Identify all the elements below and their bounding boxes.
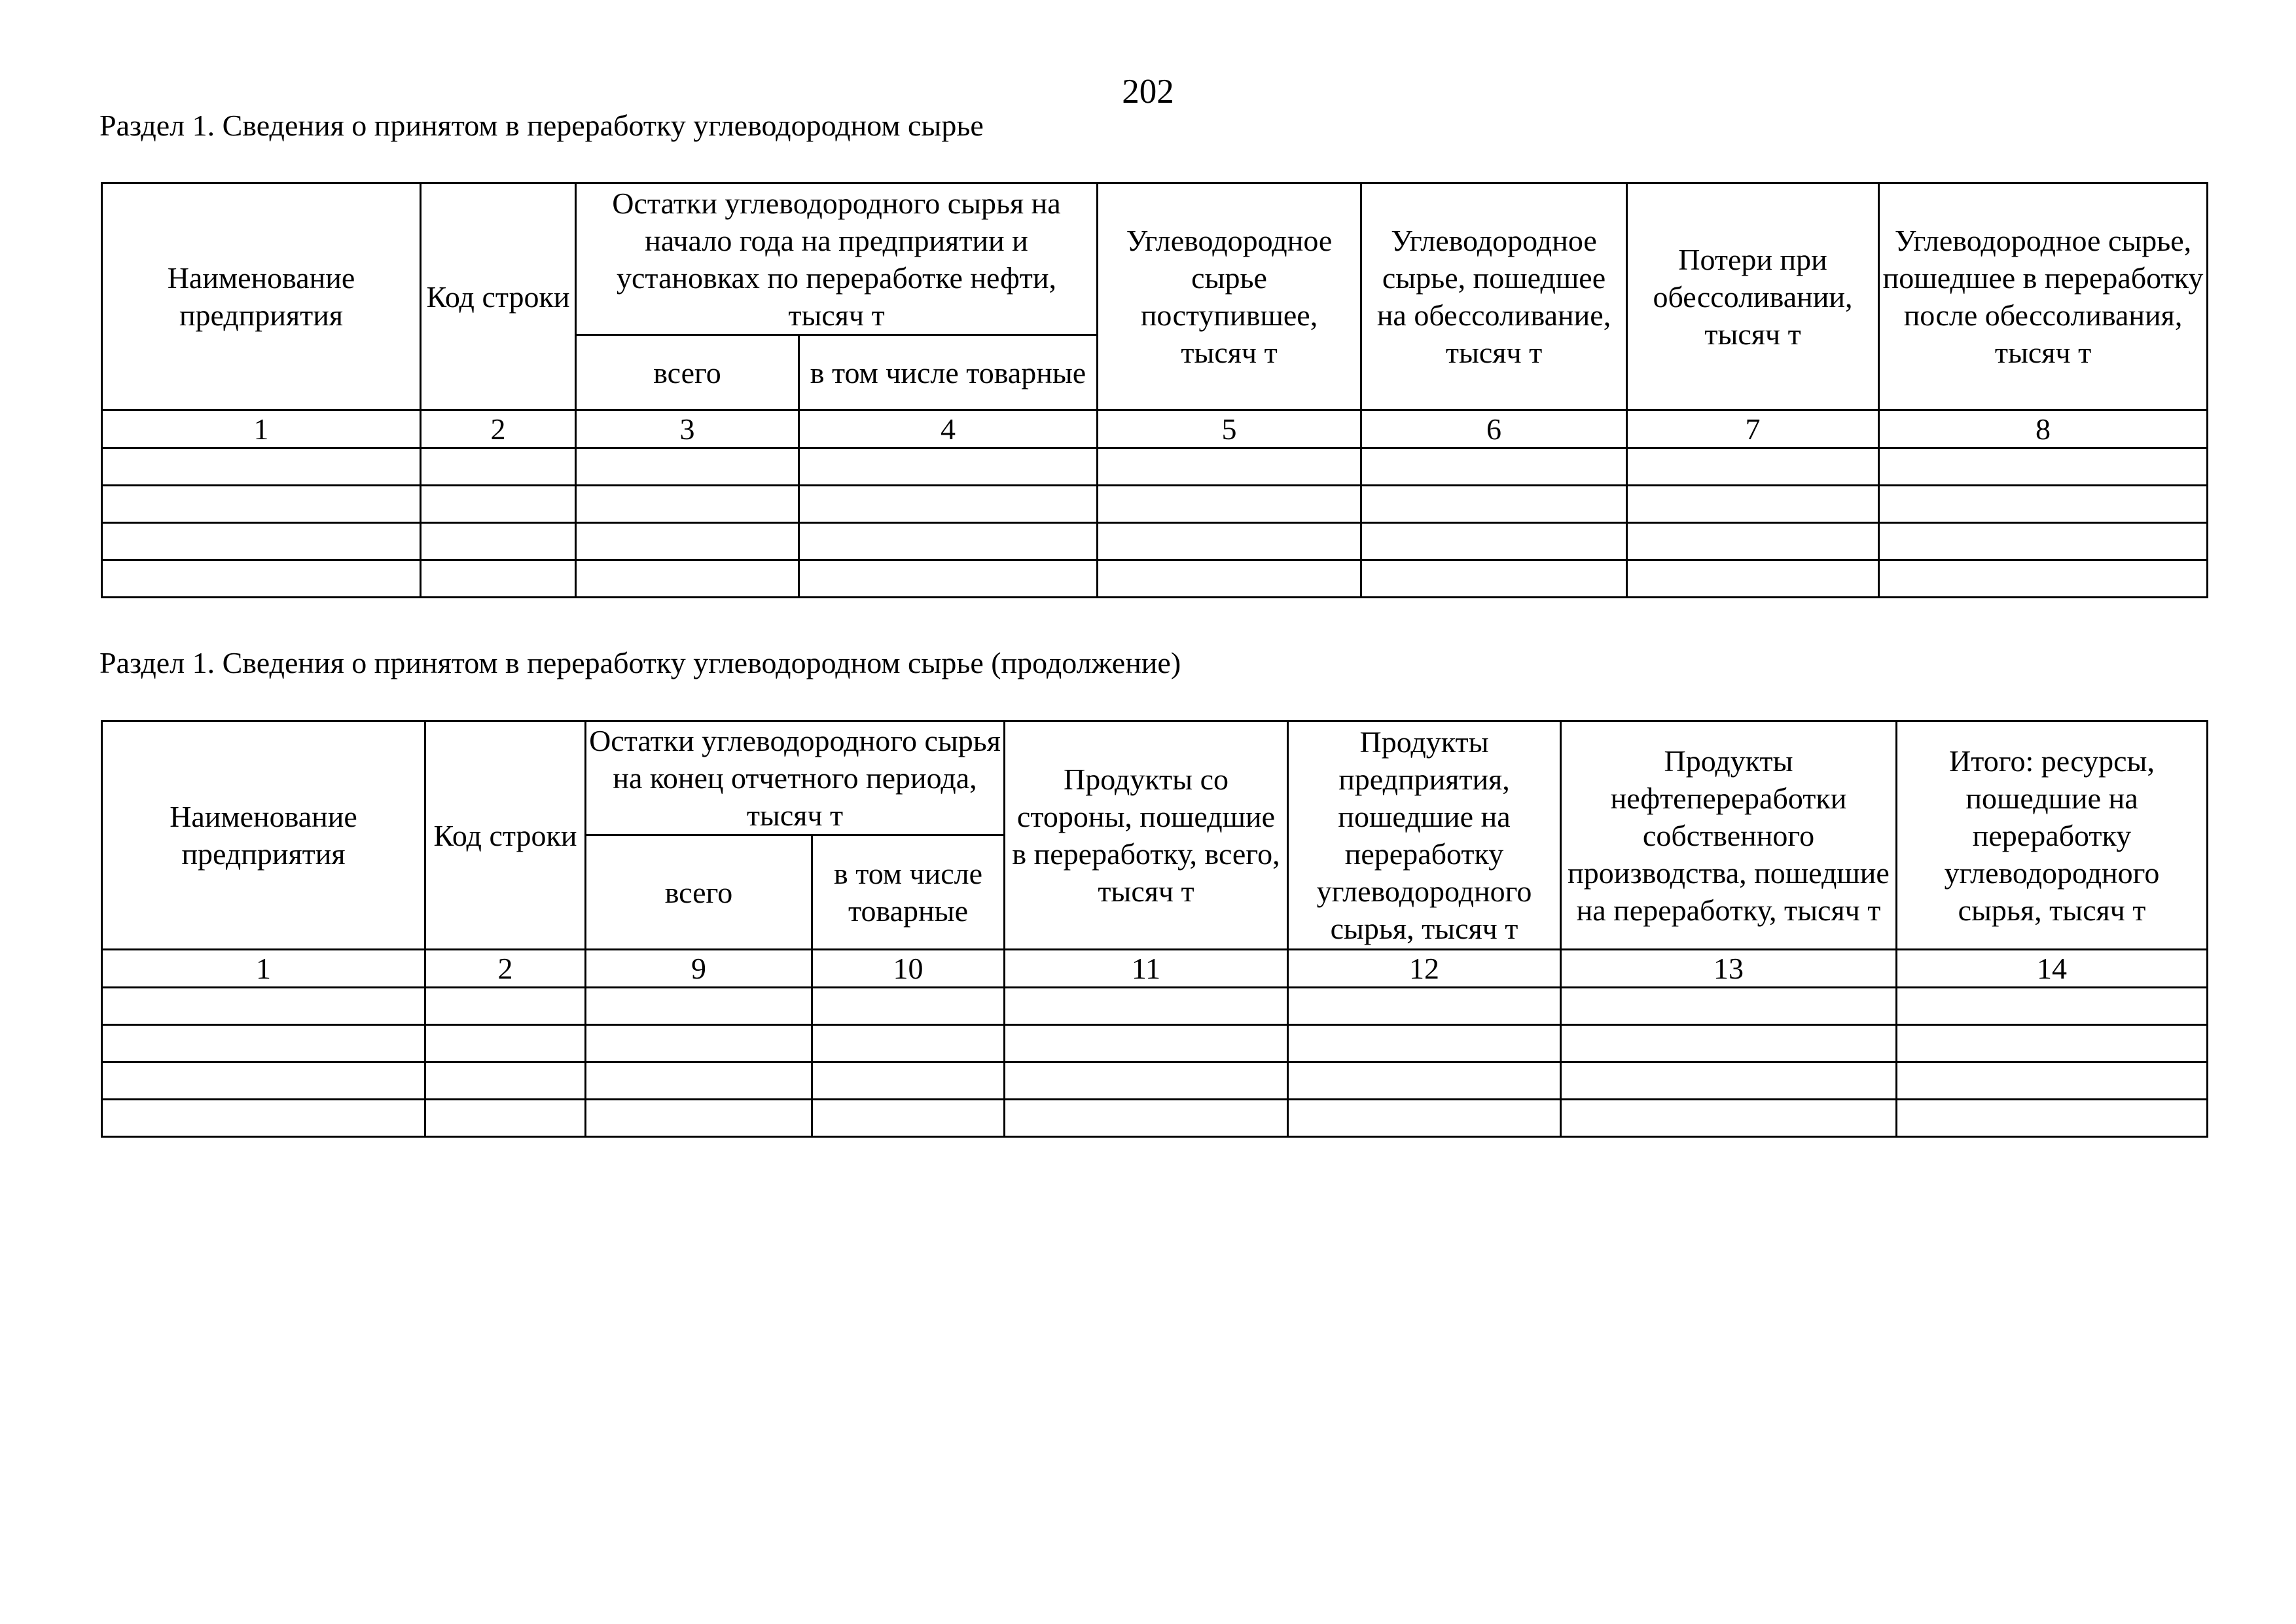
table-cell[interactable] [1561, 1062, 1897, 1100]
column-number: 12 [1288, 950, 1561, 988]
table-cell[interactable] [1005, 988, 1288, 1025]
table-cell[interactable] [1098, 486, 1361, 523]
column-number: 1 [102, 950, 425, 988]
table-cell[interactable] [1005, 1025, 1288, 1062]
table-row [102, 523, 2208, 560]
column-number-row [102, 410, 2208, 448]
table-cell[interactable] [1897, 988, 2208, 1025]
table-row [102, 1062, 2208, 1100]
column-number: 2 [425, 950, 586, 988]
header-closing-balance-group: Остатки углеводородного сырья на конец отчетного периода, тысяч т [586, 721, 1005, 835]
table-cell[interactable] [586, 1025, 812, 1062]
table-cell[interactable] [1361, 486, 1627, 523]
table-cell[interactable] [425, 1100, 586, 1137]
table-cell[interactable] [421, 448, 576, 486]
table-cell[interactable] [799, 523, 1098, 560]
column-number: 6 [1361, 410, 1627, 448]
header-enterprise-name: Наименование предприятия [102, 183, 421, 410]
table-row [102, 486, 2208, 523]
table-row [102, 448, 2208, 486]
column-number: 9 [586, 950, 812, 988]
table-cell[interactable] [1879, 448, 2208, 486]
section-1-continued-table [101, 720, 2208, 1138]
table-cell[interactable] [576, 448, 799, 486]
table-cell[interactable] [812, 988, 1005, 1025]
column-number: 8 [1879, 410, 2208, 448]
table-cell[interactable] [1288, 988, 1561, 1025]
header-row-code: Код строки [421, 183, 576, 410]
column-number: 2 [421, 410, 576, 448]
table-cell[interactable] [102, 448, 421, 486]
header-total-resources: Итого: ресурсы, пошедшие на переработку углеводородного сырья, тысяч т [1897, 721, 2208, 950]
page-number: 202 [1122, 73, 1174, 111]
header-total: всего [576, 335, 799, 410]
header-third-party-products: Продукты со стороны, пошедшие в переработку, всего, тысяч т [1005, 721, 1288, 950]
header-to-desalting: Углеводородное сырье, пошедшее на обессоливание, тысяч т [1361, 183, 1627, 410]
header-processed-after-desalting: Углеводородное сырье, пошедшее в переработку после обессоливания, тысяч т [1879, 183, 2208, 410]
table-cell[interactable] [1879, 486, 2208, 523]
table-cell[interactable] [102, 988, 425, 1025]
section-1-title: Раздел 1. Сведения о принятом в переработку углеводородном сырье [99, 109, 984, 142]
table-cell[interactable] [1897, 1025, 2208, 1062]
header-including-commodity: в том числе товарные [812, 835, 1005, 950]
table-cell[interactable] [576, 560, 799, 598]
column-number-row [102, 950, 2208, 988]
table-cell[interactable] [1627, 523, 1879, 560]
table-row [102, 1025, 2208, 1062]
header-total: всего [586, 835, 812, 950]
table-row [102, 988, 2208, 1025]
table-row [102, 1100, 2208, 1137]
table-cell[interactable] [576, 523, 799, 560]
table-cell[interactable] [1288, 1100, 1561, 1137]
table-cell[interactable] [421, 560, 576, 598]
table-cell[interactable] [421, 486, 576, 523]
table-cell[interactable] [1098, 523, 1361, 560]
table-cell[interactable] [1879, 560, 2208, 598]
table-cell[interactable] [586, 1100, 812, 1137]
table-cell[interactable] [1627, 560, 1879, 598]
table-cell[interactable] [576, 486, 799, 523]
table-cell[interactable] [1098, 560, 1361, 598]
table-cell[interactable] [102, 560, 421, 598]
table-cell[interactable] [102, 1100, 425, 1137]
column-number: 13 [1561, 950, 1897, 988]
table-cell[interactable] [425, 1025, 586, 1062]
table-cell[interactable] [1005, 1100, 1288, 1137]
column-number: 3 [576, 410, 799, 448]
table-cell[interactable] [799, 560, 1098, 598]
table-cell[interactable] [1361, 523, 1627, 560]
header-row-code: Код строки [425, 721, 586, 950]
column-number: 11 [1005, 950, 1288, 988]
table-cell[interactable] [1561, 1100, 1897, 1137]
table-cell[interactable] [1561, 1025, 1897, 1062]
table-cell[interactable] [102, 1025, 425, 1062]
table-cell[interactable] [586, 988, 812, 1025]
column-number: 4 [799, 410, 1098, 448]
table-cell[interactable] [1561, 988, 1897, 1025]
table-cell[interactable] [799, 448, 1098, 486]
column-number: 5 [1098, 410, 1361, 448]
table-cell[interactable] [812, 1025, 1005, 1062]
column-number: 10 [812, 950, 1005, 988]
header-enterprise-name: Наименование предприятия [102, 721, 425, 950]
table-cell[interactable] [1005, 1062, 1288, 1100]
table-cell[interactable] [425, 988, 586, 1025]
table-cell[interactable] [102, 486, 421, 523]
table-cell[interactable] [1897, 1062, 2208, 1100]
table-cell[interactable] [799, 486, 1098, 523]
header-received: Углеводородное сырье поступившее, тысяч т [1098, 183, 1361, 410]
table-cell[interactable] [812, 1062, 1005, 1100]
table-cell[interactable] [1288, 1025, 1561, 1062]
table-cell[interactable] [425, 1062, 586, 1100]
section-1-table [101, 182, 2208, 598]
table-cell[interactable] [1098, 448, 1361, 486]
table-cell[interactable] [1879, 523, 2208, 560]
table-cell[interactable] [1897, 1100, 2208, 1137]
table-cell[interactable] [1627, 448, 1879, 486]
table-cell[interactable] [1361, 560, 1627, 598]
table-cell[interactable] [812, 1100, 1005, 1137]
table-cell[interactable] [1361, 448, 1627, 486]
table-cell[interactable] [421, 523, 576, 560]
table-cell[interactable] [1288, 1062, 1561, 1100]
section-1-continued-title: Раздел 1. Сведения о принятом в переработку углеводородном сырье (продолжение) [99, 646, 1181, 679]
table-cell[interactable] [102, 523, 421, 560]
header-own-refined-products: Продукты нефтепереработки собственного производства, пошедшие на переработку, тысяч т [1561, 721, 1897, 950]
column-number: 7 [1627, 410, 1879, 448]
table-cell[interactable] [102, 1062, 425, 1100]
table-cell[interactable] [1627, 486, 1879, 523]
header-opening-balance-group: Остатки углеводородного сырья на начало года на предприятии и установках по переработке нефти, тысяч т [576, 183, 1098, 335]
table-cell[interactable] [586, 1062, 812, 1100]
table-row [102, 560, 2208, 598]
header-including-commodity: в том числе товарные [799, 335, 1098, 410]
column-number: 1 [102, 410, 421, 448]
header-desalting-losses: Потери при обессоливании, тысяч т [1627, 183, 1879, 410]
column-number: 14 [1897, 950, 2208, 988]
header-enterprise-products: Продукты предприятия, пошедшие на переработку углеводородного сырья, тысяч т [1288, 721, 1561, 950]
